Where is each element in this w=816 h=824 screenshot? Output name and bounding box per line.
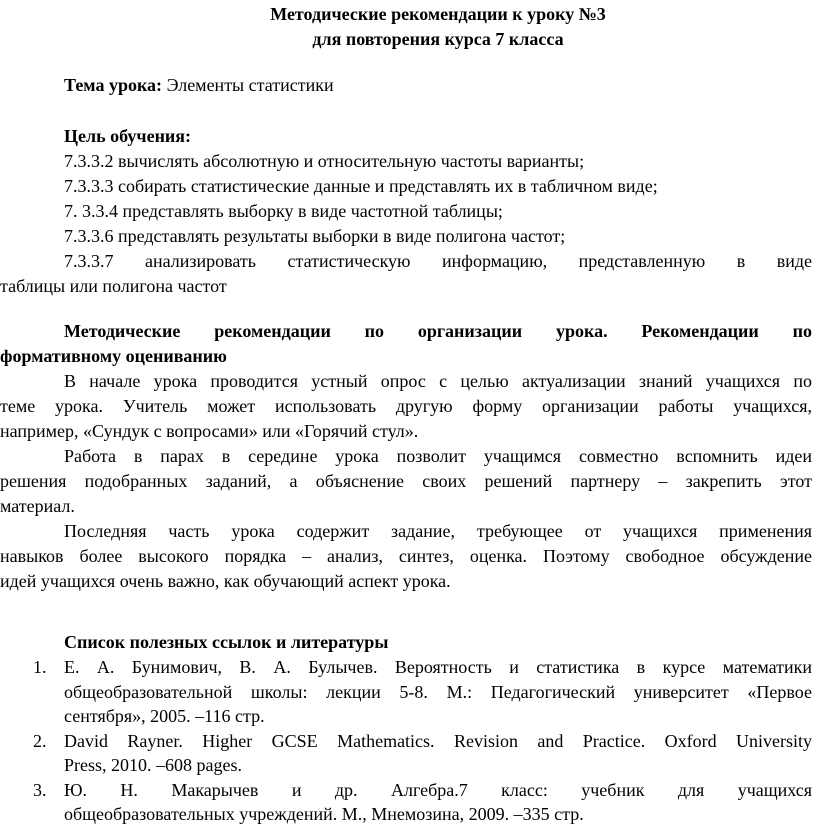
text-line: В начале урока проводится устный опрос с целью актуализации знаний учащихся по [64, 371, 812, 391]
text-line: например, «Сундук с вопросами» или «Горячий стул». [0, 421, 419, 441]
document-title [64, 2, 812, 52]
text-line: 7.3.3.3 собирать статистические данные и представлять их в табличном виде; [64, 176, 658, 196]
text-line: формативному оцениванию [0, 346, 227, 366]
text-line: David Rayner. Higher GCSE Mathematics. Revision and Practice. Oxford University [64, 730, 812, 751]
reference-item [33, 778, 812, 824]
recommendations-paragraph [0, 444, 812, 519]
objective-item [0, 224, 812, 249]
text-line: общеобразовательной школы: лекции 5-8. М.: Педагогический университет «Первое [64, 681, 812, 702]
text-line: 7.3.3.6 представлять результаты выборки в виде полигона частот; [64, 226, 566, 246]
reference-item [33, 655, 812, 729]
reference-text [64, 655, 812, 729]
text-line: 7.3.3.7 анализировать статистическую информацию, представленную в виде [64, 251, 812, 271]
reference-text [64, 778, 812, 824]
text-line: Е. А. Бунимович, В. А. Булычев. Вероятность и статистика в курсе математики [64, 657, 812, 677]
text-line: Работа в парах в середине урока позволит учащимся совместно вспомнить идеи [64, 446, 812, 466]
objective-item [0, 199, 812, 224]
objectives-heading: Цель обучения: [64, 126, 192, 146]
reference-item [33, 729, 812, 778]
recommendations-paragraph [0, 369, 812, 444]
lesson-topic-value: Элементы статистики [166, 75, 334, 95]
text-line: сентября», 2005. –116 стр. [64, 706, 265, 726]
text-line: 7. 3.3.4 представлять выборку в виде частотной таблицы; [64, 201, 503, 221]
text-line: 7.3.3.2 вычислять абсолютную и относительную частоты варианты; [64, 151, 585, 171]
objective-item [0, 174, 812, 199]
text-line: решения подобранных заданий, а объяснение своих решений партнеру – закрепить этот [0, 471, 812, 491]
text-line: таблицы или полигона частот [0, 276, 227, 296]
text-line: навыков более высокого порядка – анализ, синтез, оценка. Поэтому свободное обсуждение [0, 546, 812, 566]
references-list [33, 655, 812, 824]
reference-text [64, 729, 812, 778]
text-line: Последняя часть урока содержит задание, требующее от учащихся применения [64, 521, 812, 541]
reference-number: 2. [33, 730, 47, 751]
objectives-list [0, 149, 812, 299]
text-line: Методические рекомендации по организации урока. Рекомендации по [64, 321, 812, 341]
text-line: теме урока. Учитель может использовать другую форму организации работы учащихся, [0, 396, 812, 416]
text-line: Ю. Н. Макарычев и др. Алгебра.7 класс: учебник для учащихся [64, 779, 812, 800]
title-line: Методические рекомендации к уроку №3 [270, 4, 606, 24]
recommendations-paragraph [0, 519, 812, 594]
objective-item [0, 249, 812, 299]
text-line: общеобразовательных учреждений. М., Мнемозина, 2009. –335 стр. [64, 804, 584, 824]
recommendations-heading [0, 319, 812, 369]
title-line: для повторения курса 7 класса [312, 29, 564, 49]
text-line: материал. [0, 496, 75, 516]
text-line: Press, 2010. –608 pages. [64, 755, 242, 775]
objective-item [0, 149, 812, 174]
references-heading: Список полезных ссылок и литературы [64, 632, 389, 652]
text-line: идей учащихся очень важно, как обучающий аспект урока. [0, 571, 451, 591]
reference-number: 1. [33, 657, 47, 677]
lesson-topic-label: Тема урока: [64, 75, 163, 95]
reference-number: 3. [33, 779, 47, 800]
lesson-topic [0, 73, 812, 98]
